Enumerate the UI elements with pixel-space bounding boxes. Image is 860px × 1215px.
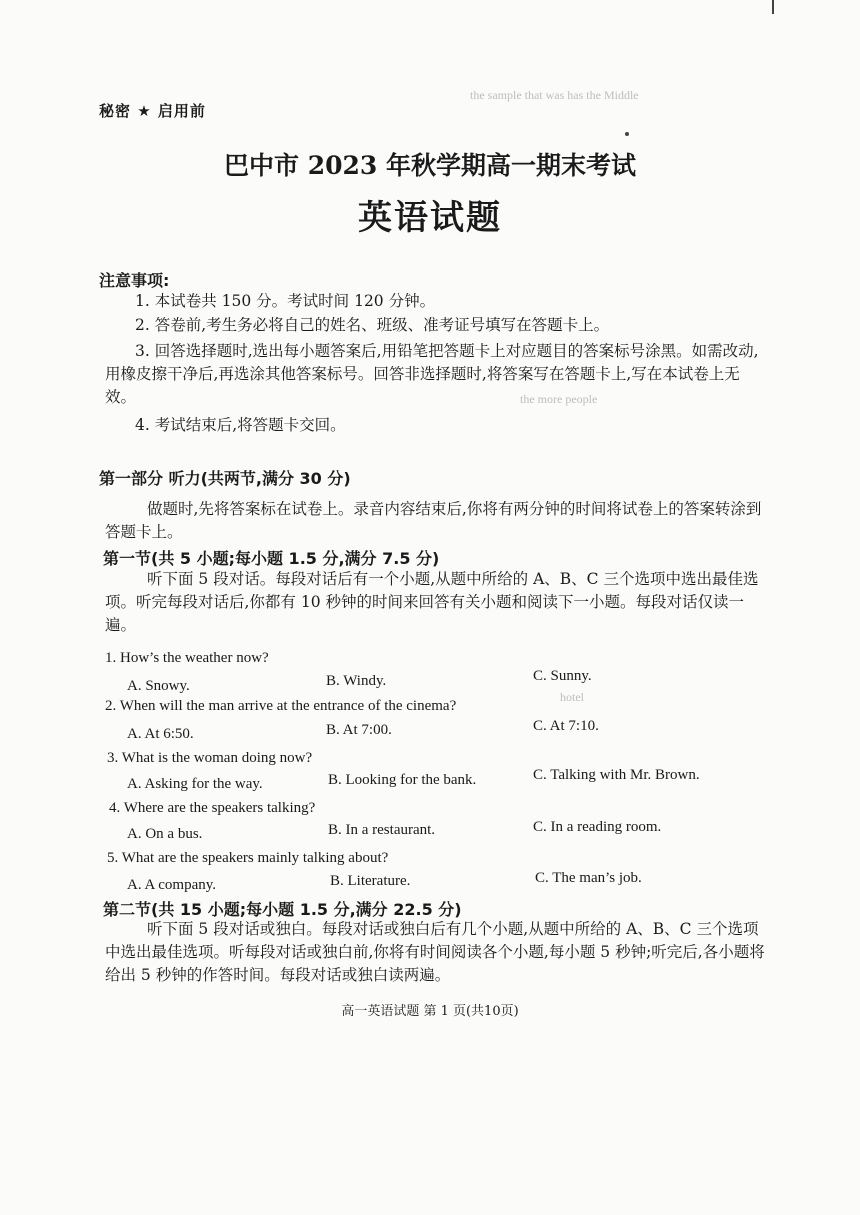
question-5-option-c: C. The man’s job.	[535, 870, 642, 886]
question-3-option-b: B. Looking for the bank.	[328, 772, 477, 788]
notice-item-3: 3. 回答选择题时,选出每小题答案后,用铅笔把答题卡上对应题目的答案标号涂黑。如需改动,用橡皮擦干净后,再选涂其他答案标号。回答非选择题时,将答案写在答题卡上,写在本试卷上无效。	[105, 342, 759, 406]
bleed-through-text: the sample that was has the Middle	[470, 88, 639, 102]
page-footer: 高一英语试题 第 1 页(共10页)	[341, 1004, 519, 1019]
section-two-intro: 听下面 5 段对话或独白。每段对话或独白后有几个小题,从题中所给的 A、B、C 三个选项中选出最佳选项。听每段对话或独白前,你将有时间阅读各个小题,每小题 5 秒钟;听完后,各小题将给出 5 秒钟的作答时间。每段对话或独白读两遍。	[105, 920, 765, 984]
question-1-option-b: B. Windy.	[326, 673, 387, 689]
notice-item-4: 4. 考试结束后,将答题卡交回。	[135, 416, 346, 434]
question-4-option-c: C. In a reading room.	[533, 819, 662, 835]
notice-item-1: 1. 本试卷共 150 分。考试时间 120 分钟。	[135, 292, 436, 310]
question-3-option-c: C. Talking with Mr. Brown.	[533, 767, 700, 783]
bleed-through-text: the more people	[520, 392, 598, 406]
scan-speck	[625, 132, 629, 136]
question-1: 1. How’s the weather now?	[105, 650, 269, 666]
question-5-option-b: B. Literature.	[330, 873, 411, 889]
question-2-option-c: C. At 7:10.	[533, 718, 599, 734]
bleed-through-text: hotel	[560, 690, 584, 704]
question-5-option-a: A. A company.	[127, 877, 217, 893]
question-3-option-a: A. Asking for the way.	[127, 776, 263, 792]
part-one-heading: 第一部分 听力(共两节,满分 30 分)	[99, 469, 351, 488]
question-4-option-b: B. In a restaurant.	[328, 822, 436, 838]
exam-title: 巴中市 2023 年秋学期高一期末考试	[224, 151, 636, 180]
section-two-heading: 第二节(共 15 小题;每小题 1.5 分,满分 22.5 分)	[103, 900, 462, 919]
section-one-heading: 第一节(共 5 小题;每小题 1.5 分,满分 7.5 分)	[103, 549, 440, 568]
question-2-option-b: B. At 7:00.	[326, 722, 392, 738]
question-1-option-c: C. Sunny.	[533, 668, 592, 684]
section-one-intro: 听下面 5 段对话。每段对话后有一个小题,从题中所给的 A、B、C 三个选项中选出最佳选项。听完每段对话后,你都有 10 秒钟的时间来回答有关小题和阅读下一小题。每段对话仅读一遍。	[105, 570, 759, 634]
question-1-option-a: A. Snowy.	[127, 678, 190, 694]
scan-edge-mark	[772, 0, 774, 14]
question-2: 2. When will the man arrive at the entrance of the cinema?	[105, 698, 457, 714]
question-4-option-a: A. On a bus.	[127, 826, 203, 842]
notice-item-2: 2. 答卷前,考生务必将自己的姓名、班级、准考证号填写在答题卡上。	[135, 316, 610, 334]
exam-subject-title: 英语试题	[358, 198, 502, 238]
question-2-option-a: A. At 6:50.	[127, 726, 194, 742]
notice-heading: 注意事项:	[99, 271, 170, 290]
question-3: 3. What is the woman doing now?	[107, 750, 313, 766]
question-4: 4. Where are the speakers talking?	[109, 800, 316, 816]
part-one-intro: 做题时,先将答案标在试卷上。录音内容结束后,你将有两分钟的时间将试卷上的答案转涂到答题卡上。	[105, 500, 762, 541]
question-5: 5. What are the speakers mainly talking about?	[107, 850, 389, 866]
confidential-mark: 秘密 ★ 启用前	[99, 102, 206, 120]
